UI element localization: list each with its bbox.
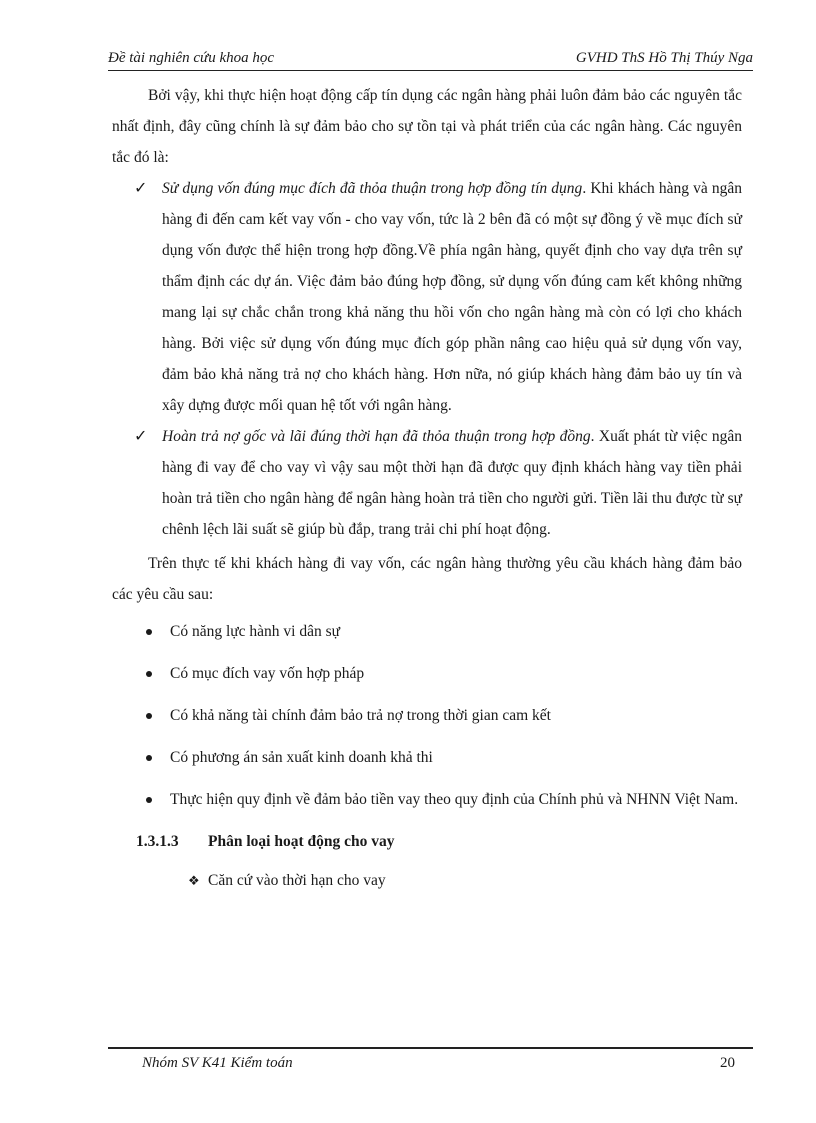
list-item xyxy=(112,658,742,689)
sub-item-text: Căn cứ vào thời hạn cho vay xyxy=(208,872,386,889)
requirement-text: Có năng lực hành vi dân sự xyxy=(170,623,341,640)
requirements-list xyxy=(112,616,742,815)
sub-item xyxy=(112,865,742,896)
page-number: 20 xyxy=(720,1055,735,1071)
bullet-icon xyxy=(146,755,152,761)
principle-title: Hoàn trả nợ gốc và lãi đúng thời hạn đã thỏa thuận trong hợp đồng xyxy=(162,428,591,445)
page-header xyxy=(108,50,753,71)
list-item xyxy=(112,742,742,773)
footer-group: Nhóm SV K41 Kiểm toán xyxy=(142,1055,293,1071)
list-item xyxy=(112,616,742,647)
header-title: Đề tài nghiên cứu khoa học xyxy=(108,50,275,66)
page-footer xyxy=(108,1047,753,1072)
checkmark-icon: ✓ xyxy=(134,428,148,445)
requirement-text: Có khả năng tài chính đảm bảo trả nợ trong thời gian cam kết xyxy=(170,707,551,724)
principle-body: . Khi khách hàng và ngân hàng đi đến cam kết vay vốn - cho vay vốn, tức là 2 bên đã có một sự đồng ý về mục đích sử dụng vốn được thể hiện trong hợp đồng.Về phía ngân hàng, quyết định cho vay dựa trên sự thẩm định các dự án. Việc đảm bảo đúng hợp đồng, sử dụng vốn đúng cam kết không những mang lại sự chắc chắn trong khả năng thu hồi vốn cho ngân hàng mà còn có lợi cho khách hàng. Bởi việc sử dụng vốn đúng mục đích góp phần nâng cao hiệu quả sử dụng vốn vay, đảm bảo khả năng trả nợ cho khách hàng. Hơn nữa, nó giúp khách hàng đảm bảo uy tín và xây dựng được mối quan hệ tốt với ngân hàng. xyxy=(162,180,742,414)
section-title: Phân loại hoạt động cho vay xyxy=(208,833,395,850)
header-supervisor: GVHD ThS Hồ Thị Thúy Nga xyxy=(575,50,753,66)
requirements-intro: Trên thực tế khi khách hàng đi vay vốn, các ngân hàng thường yêu cầu khách hàng đảm bảo các yêu cầu sau: xyxy=(112,555,742,603)
requirement-text: Thực hiện quy định về đảm bảo tiền vay theo quy định của Chính phủ và NHNN Việt Nam. xyxy=(170,791,739,808)
bullet-icon xyxy=(146,629,152,635)
page-content xyxy=(112,80,742,896)
bullet-icon xyxy=(146,671,152,677)
principle-item xyxy=(112,173,742,421)
principle-title: Sử dụng vốn đúng mục đích đã thỏa thuận trong hợp đồng tín dụng xyxy=(162,180,583,197)
bullet-icon xyxy=(146,713,152,719)
requirement-text: Có phương án sản xuất kinh doanh khả thi xyxy=(170,749,433,766)
section-number: 1.3.1.3 xyxy=(136,833,179,850)
principle-item xyxy=(112,421,742,545)
list-item xyxy=(112,700,742,731)
principle-body: . Xuất phát từ việc ngân hàng đi vay để cho vay vì vậy sau một thời hạn đã được quy định khách hàng vay tiền phải hoàn trả tiền cho ngân hàng để ngân hàng hoàn trả tiền cho người gửi. Tiền lãi thu được từ sự chênh lệch lãi suất sẽ giúp bù đắp, trang trải chi phí hoạt động. xyxy=(162,428,742,538)
section-heading xyxy=(112,826,742,857)
bullet-icon xyxy=(146,797,152,803)
list-item xyxy=(112,784,742,815)
intro-paragraph: Bởi vậy, khi thực hiện hoạt động cấp tín dụng các ngân hàng phải luôn đảm bảo các nguyên tắc nhất định, đây cũng chính là sự đảm bảo cho sự tồn tại và phát triển của các ngân hàng. Các nguyên tắc đó là: xyxy=(112,87,742,166)
requirement-text: Có mục đích vay vốn hợp pháp xyxy=(170,665,365,682)
diamond-bullet-icon: ❖ xyxy=(188,873,200,888)
checkmark-icon: ✓ xyxy=(134,180,148,197)
